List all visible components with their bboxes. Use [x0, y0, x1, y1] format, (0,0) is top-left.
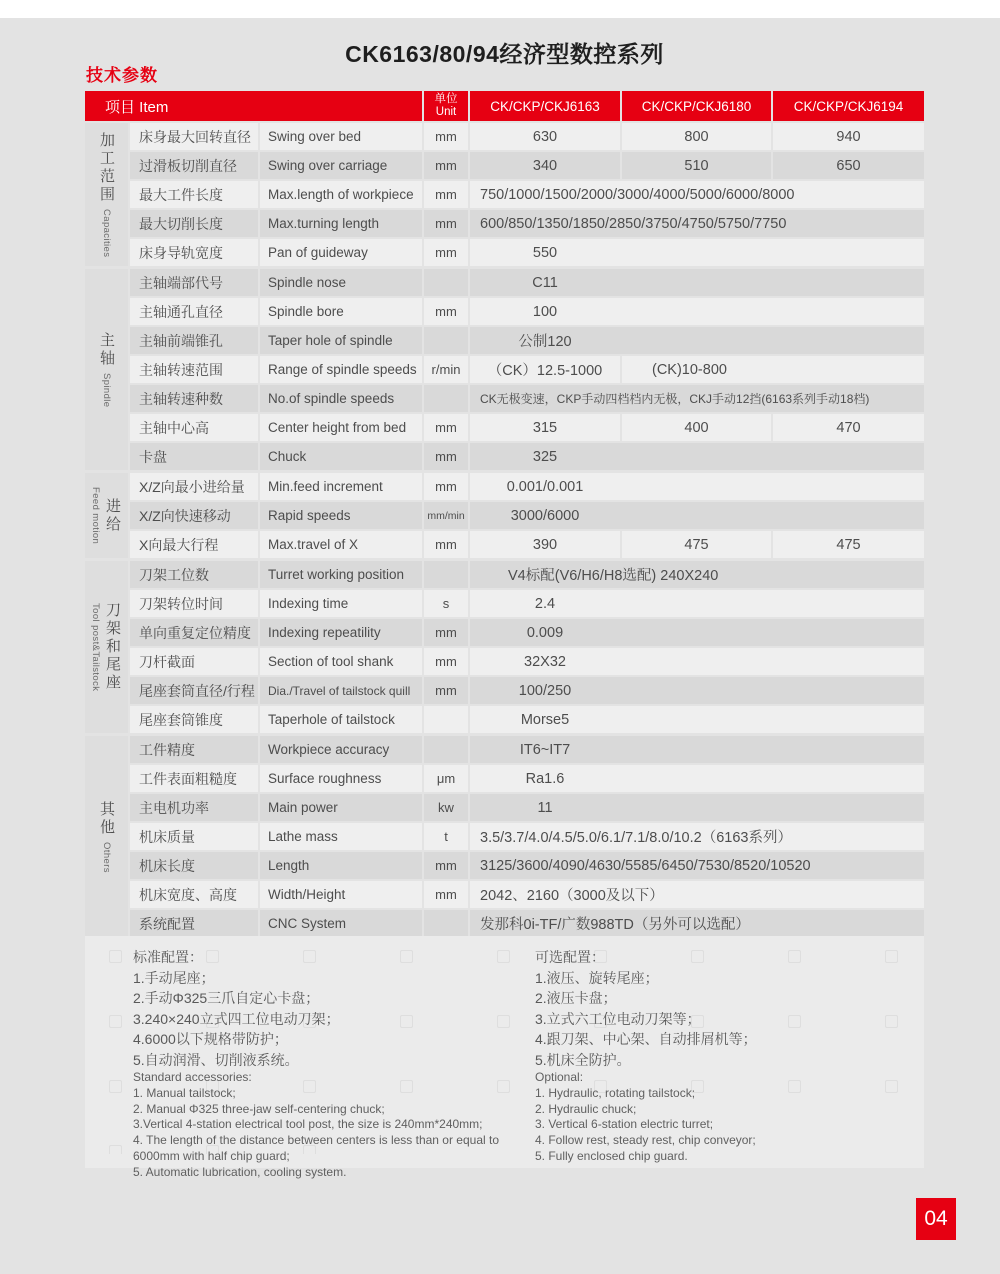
spec-values	[470, 502, 924, 529]
spec-name-zh: 主轴中心高	[130, 414, 258, 441]
spec-value: 510	[622, 152, 771, 179]
page-number-badge: 04	[916, 1198, 956, 1240]
category-label-en: Spindle	[101, 372, 112, 408]
header-model-6194: CK/CKP/CKJ6194	[773, 91, 924, 121]
spec-name-en: Length	[260, 852, 422, 879]
accessory-item: 5.机床全防护。	[535, 1051, 631, 1068]
spec-values	[470, 152, 924, 179]
table-row	[130, 794, 924, 821]
spec-values	[470, 123, 924, 150]
section-rows	[130, 269, 924, 470]
category-others	[85, 736, 128, 937]
table-row	[130, 823, 924, 850]
spec-value: 3000/6000	[470, 502, 924, 529]
spec-values	[470, 765, 924, 792]
header-unit-zh: 单位	[434, 93, 458, 105]
spec-name-zh: 机床质量	[130, 823, 258, 850]
spec-name-zh: 主轴转速种数	[130, 385, 258, 412]
spec-name-zh: 主轴前端锥孔	[130, 327, 258, 354]
category-label-zh: 进给	[104, 497, 121, 534]
spec-unit	[424, 910, 468, 937]
spec-values	[470, 561, 924, 588]
spec-name-en: Section of tool shank	[260, 648, 422, 675]
table-row	[130, 210, 924, 237]
spec-unit: t	[424, 823, 468, 850]
table-row	[130, 561, 924, 588]
spec-name-zh: 尾座套筒直径/行程	[130, 677, 258, 704]
optional-items-en	[535, 1086, 920, 1165]
tech-params-label: 技术参数	[86, 66, 158, 85]
table-row	[130, 706, 924, 733]
spec-value: 11	[470, 794, 924, 821]
header-model-6163: CK/CKP/CKJ6163	[470, 91, 620, 121]
table-row	[130, 881, 924, 908]
accessory-item: 3.立式六工位电动刀架等；	[535, 1010, 701, 1027]
accessory-item: 1.液压、旋转尾座；	[535, 969, 659, 986]
spec-unit: mm	[424, 181, 468, 208]
spec-unit: μm	[424, 765, 468, 792]
spec-value: Morse5	[470, 706, 924, 733]
spec-value: C11	[470, 269, 924, 296]
spec-unit: mm	[424, 619, 468, 646]
table-row	[130, 619, 924, 646]
spec-name-zh: 床身最大回转直径	[130, 123, 258, 150]
spec-name-en: Indexing time	[260, 590, 422, 617]
category-label-zh: 其他	[98, 800, 115, 837]
spec-values	[470, 823, 924, 850]
section-capacities	[85, 123, 924, 266]
spec-unit	[424, 736, 468, 763]
accessory-item: 5. Fully enclosed chip guard.	[535, 1148, 688, 1163]
spec-name-zh: 床身导轨宽度	[130, 239, 258, 266]
spec-unit: r/min	[424, 356, 468, 383]
spec-values	[470, 473, 924, 500]
table-row	[130, 181, 924, 208]
spec-name-zh: 最大工件长度	[130, 181, 258, 208]
optional-title-en: Optional:	[535, 1070, 584, 1084]
spec-value: Ra1.6	[470, 765, 924, 792]
accessory-item: 2. Manual Φ325 three-jaw self-centering chuck;	[133, 1101, 385, 1116]
spec-value: V4标配(V6/H6/H8选配) 240X240	[470, 561, 924, 588]
spec-table-header	[85, 91, 924, 121]
spec-name-en: Dia./Travel of tailstock quill	[260, 677, 422, 704]
accessory-item: 3.240×240立式四工位电动刀架；	[133, 1010, 340, 1027]
spec-unit: mm	[424, 414, 468, 441]
spec-name-en: Min.feed increment	[260, 473, 422, 500]
section-rows	[130, 736, 924, 937]
spec-value: 100	[470, 298, 924, 325]
spec-values	[470, 590, 924, 617]
spec-unit	[424, 385, 468, 412]
spec-unit: mm	[424, 239, 468, 266]
optional-accessories-column	[535, 947, 924, 1181]
spec-name-zh: 刀架转位时间	[130, 590, 258, 617]
spec-value: 0.009	[470, 619, 924, 646]
spec-values	[470, 648, 924, 675]
spec-unit: mm	[424, 298, 468, 325]
spec-values	[470, 298, 924, 325]
spec-unit: mm	[424, 443, 468, 470]
spec-name-en: Indexing repeatility	[260, 619, 422, 646]
table-row	[130, 473, 924, 500]
spec-name-zh: 工件精度	[130, 736, 258, 763]
category-label-en: Feed motion	[90, 486, 101, 545]
spec-name-zh: 主轴转速范围	[130, 356, 258, 383]
spec-name-zh: 最大切削长度	[130, 210, 258, 237]
accessory-item: 4.6000以下规格带防护；	[133, 1031, 288, 1047]
spec-value: 630	[470, 123, 620, 150]
header-unit-en: Unit	[435, 106, 457, 118]
spec-name-zh: 刀杆截面	[130, 648, 258, 675]
table-row	[130, 414, 924, 441]
section-feed-motion	[85, 473, 924, 558]
accessory-item: 5.自动润滑、切削液系统。	[133, 1051, 299, 1068]
accessory-item: 5. Automatic lubrication, cooling system.	[133, 1164, 347, 1179]
optional-title-zh: 可选配置：	[535, 949, 605, 965]
spec-unit	[424, 706, 468, 733]
spec-unit	[424, 561, 468, 588]
spec-value: 100/250	[470, 677, 924, 704]
accessory-item: 2.液压卡盘；	[535, 990, 617, 1006]
section-toolpost-tailstock	[85, 561, 924, 733]
spec-unit	[424, 269, 468, 296]
spec-value: 2.4	[470, 590, 924, 617]
spec-unit: mm	[424, 152, 468, 179]
spec-values	[470, 881, 924, 908]
standard-title-en: Standard accessories:	[133, 1070, 252, 1084]
spec-value: 发那科0i-TF/广数988TD（另外可以选配）	[470, 910, 924, 937]
spec-name-en: Rapid speeds	[260, 502, 422, 529]
table-row	[130, 590, 924, 617]
spec-name-zh: 机床长度	[130, 852, 258, 879]
spec-table	[85, 91, 924, 940]
spec-value: 340	[470, 152, 620, 179]
standard-accessories-column	[133, 947, 535, 1181]
spec-values	[470, 269, 924, 296]
spec-value: IT6~IT7	[470, 736, 924, 763]
table-row	[130, 269, 924, 296]
accessory-item: 4. Follow rest, steady rest, chip conveyor;	[535, 1133, 756, 1148]
spec-values	[470, 385, 924, 412]
category-label-zh: 主轴	[98, 331, 115, 368]
spec-name-en: Range of spindle speeds	[260, 356, 422, 383]
table-row	[130, 910, 924, 937]
category-toolpost-tailstock	[85, 561, 128, 733]
spec-values	[470, 181, 924, 208]
accessory-item: 4. The length of the distance between centers is less than or equal to 6000mm with half chip guard;	[133, 1133, 500, 1163]
spec-name-zh: 尾座套筒锥度	[130, 706, 258, 733]
spec-name-en: Spindle bore	[260, 298, 422, 325]
section-others	[85, 736, 924, 937]
spec-name-en: Taperhole of tailstock	[260, 706, 422, 733]
spec-name-en: Spindle nose	[260, 269, 422, 296]
spec-name-zh: 主电机功率	[130, 794, 258, 821]
section-spindle	[85, 269, 924, 470]
standard-title-zh: 标准配置：	[133, 949, 203, 965]
spec-name-en: Max.travel of X	[260, 531, 422, 558]
spec-unit: mm	[424, 677, 468, 704]
spec-values	[470, 910, 924, 937]
spec-name-zh: 系统配置	[130, 910, 258, 937]
spec-value: 0.001/0.001	[470, 473, 924, 500]
page-title: CK6163/80/94经济型数控系列	[345, 41, 664, 67]
spec-unit: mm	[424, 881, 468, 908]
spec-value: 390	[470, 531, 620, 558]
spec-name-zh: 卡盘	[130, 443, 258, 470]
section-rows	[130, 561, 924, 733]
spec-value: 550	[470, 239, 924, 266]
spec-name-en: Swing over carriage	[260, 152, 422, 179]
table-row	[130, 239, 924, 266]
spec-value: 325	[470, 443, 924, 470]
optional-items-zh	[535, 968, 924, 1071]
spec-value: 400	[622, 414, 771, 441]
table-row	[130, 298, 924, 325]
accessory-item: 4.跟刀架、中心架、自动排屑机等；	[535, 1031, 757, 1047]
spec-name-en: Main power	[260, 794, 422, 821]
spec-name-en: Width/Height	[260, 881, 422, 908]
spec-values	[470, 239, 924, 266]
category-capacities	[85, 123, 128, 266]
table-row	[130, 736, 924, 763]
table-row	[130, 648, 924, 675]
accessory-item: 1. Hydraulic, rotating tailstock;	[535, 1085, 696, 1100]
spec-value: 公制120	[470, 327, 924, 354]
table-row	[130, 502, 924, 529]
spec-name-en: Max.turning length	[260, 210, 422, 237]
spec-unit: mm/min	[424, 502, 468, 529]
accessory-item: 1.手动尾座；	[133, 969, 215, 986]
spec-values	[470, 706, 924, 733]
spec-name-zh: 工件表面粗糙度	[130, 765, 258, 792]
spec-unit: kw	[424, 794, 468, 821]
category-label-en: Capacities	[101, 208, 112, 258]
category-spindle	[85, 269, 128, 470]
spec-name-zh: X向最大行程	[130, 531, 258, 558]
spec-value: 3.5/3.7/4.0/4.5/5.0/6.1/7.1/8.0/10.2（6163系列）	[470, 823, 924, 850]
spec-value: 750/1000/1500/2000/3000/4000/5000/6000/8000	[470, 181, 924, 208]
table-row	[130, 852, 924, 879]
spec-name-en: Pan of guideway	[260, 239, 422, 266]
spec-values	[470, 736, 924, 763]
spec-value: 2042、2160（3000及以下）	[470, 881, 924, 908]
table-row	[130, 531, 924, 558]
spec-values	[470, 852, 924, 879]
spec-table-sections	[85, 123, 924, 937]
accessory-item: 3. Vertical 6-station electric turret;	[535, 1117, 714, 1132]
accessory-item: 3.Vertical 4-station electrical tool post, the size is 240mm*240mm;	[133, 1117, 483, 1132]
spec-unit: mm	[424, 473, 468, 500]
table-row	[130, 765, 924, 792]
table-row	[130, 327, 924, 354]
section-rows	[130, 123, 924, 266]
standard-items-en	[133, 1086, 518, 1181]
spec-values	[470, 414, 924, 441]
spec-value: (CK)10-800	[622, 356, 924, 383]
spec-unit: mm	[424, 852, 468, 879]
table-row	[130, 356, 924, 383]
accessory-item: 1. Manual tailstock;	[133, 1085, 236, 1100]
table-row	[130, 152, 924, 179]
category-label-en: Others	[101, 841, 112, 873]
section-rows	[130, 473, 924, 558]
spec-value: 475	[773, 531, 924, 558]
spec-name-zh: 机床宽度、高度	[130, 881, 258, 908]
spec-name-zh: 过滑板切削直径	[130, 152, 258, 179]
spec-value: 470	[773, 414, 924, 441]
spec-unit: mm	[424, 648, 468, 675]
spec-values	[470, 531, 924, 558]
spec-value: CK无极变速，CKP手动四档档内无极，CKJ手动12挡(6163系列手动18档)	[470, 385, 924, 412]
spec-name-en: Surface roughness	[260, 765, 422, 792]
spec-name-en: Swing over bed	[260, 123, 422, 150]
table-row	[130, 677, 924, 704]
spec-values	[470, 619, 924, 646]
spec-value: 3125/3600/4090/4630/5585/6450/7530/8520/10520	[470, 852, 924, 879]
spec-unit: mm	[424, 123, 468, 150]
spec-name-zh: 主轴通孔直径	[130, 298, 258, 325]
spec-values	[470, 794, 924, 821]
spec-values	[470, 327, 924, 354]
spec-name-en: Workpiece accuracy	[260, 736, 422, 763]
spec-unit: mm	[424, 531, 468, 558]
header-model-6180: CK/CKP/CKJ6180	[622, 91, 771, 121]
accessories-panel	[85, 936, 924, 1179]
spec-name-zh: X/Z向最小进给量	[130, 473, 258, 500]
spec-name-zh: 单向重复定位精度	[130, 619, 258, 646]
spec-name-zh: 主轴端部代号	[130, 269, 258, 296]
spec-unit: s	[424, 590, 468, 617]
spec-unit: mm	[424, 210, 468, 237]
spec-name-zh: X/Z向快速移动	[130, 502, 258, 529]
category-feed-motion	[85, 473, 128, 558]
spec-values	[470, 677, 924, 704]
category-label-zh: 加工范围	[98, 131, 115, 204]
accessory-item: 2. Hydraulic chuck;	[535, 1101, 637, 1116]
spec-value: 32X32	[470, 648, 924, 675]
spec-name-en: Max.length of workpiece	[260, 181, 422, 208]
spec-value: 800	[622, 123, 771, 150]
spec-name-en: No.of spindle speeds	[260, 385, 422, 412]
category-label-en: Tool post&Tailstock	[90, 602, 101, 692]
spec-values	[470, 443, 924, 470]
spec-value: 940	[773, 123, 924, 150]
header-unit	[424, 91, 468, 121]
spec-name-en: Chuck	[260, 443, 422, 470]
spec-name-en: Taper hole of spindle	[260, 327, 422, 354]
accessory-item: 2.手动Φ325三爪自定心卡盘；	[133, 990, 320, 1006]
spec-unit	[424, 327, 468, 354]
table-row	[130, 443, 924, 470]
spec-name-en: Turret working position	[260, 561, 422, 588]
table-row	[130, 123, 924, 150]
spec-name-en: Lathe mass	[260, 823, 422, 850]
spec-values	[470, 210, 924, 237]
category-label-zh: 刀架和尾座	[104, 602, 121, 692]
spec-value: 315	[470, 414, 620, 441]
spec-name-en: Center height from bed	[260, 414, 422, 441]
header-item: 项目 Item	[85, 91, 422, 121]
spec-value: 650	[773, 152, 924, 179]
spec-values	[470, 356, 924, 383]
spec-name-zh: 刀架工位数	[130, 561, 258, 588]
top-white-strip	[0, 0, 1000, 18]
spec-name-en: CNC System	[260, 910, 422, 937]
spec-value: 600/850/1350/1850/2850/3750/4750/5750/7750	[470, 210, 924, 237]
table-row	[130, 385, 924, 412]
spec-value: 475	[622, 531, 771, 558]
standard-items-zh	[133, 968, 535, 1071]
spec-value: （CK）12.5-1000	[470, 356, 620, 383]
